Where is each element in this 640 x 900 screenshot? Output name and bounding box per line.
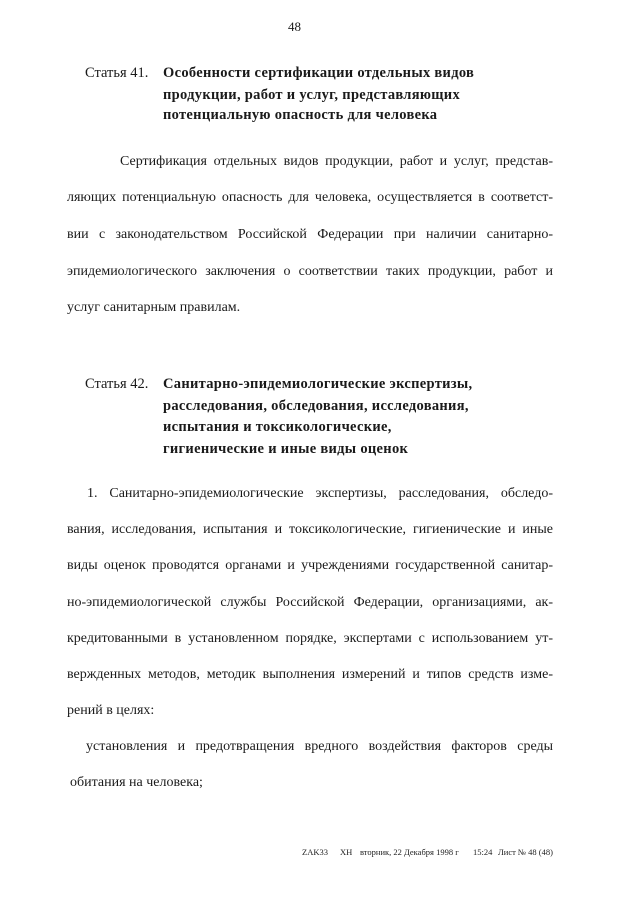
article-42-title-line: Санитарно-эпидемиологические экспертизы, (163, 376, 473, 392)
footer-sheet: Лист № 48 (48) (498, 847, 553, 857)
article-42-label: Статья 42. (85, 376, 149, 392)
article-41-label: Статья 41. (85, 65, 149, 81)
footer-job: ZAK33 (302, 847, 328, 857)
paragraph-line: вии с законодательством Российской Федерации при наличии санитарно- (67, 227, 553, 242)
paragraph-line: вания, исследования, испытания и токсикологические, гигиенические и иные (67, 522, 553, 537)
paragraph-line: рений в целях: (67, 703, 155, 718)
article-41-title-line: Особенности сертификации отдельных видов (163, 65, 475, 81)
list-item-line: обитания на человека; (70, 775, 203, 790)
article-41-title-line: продукции, работ и услуг, представляющих (163, 87, 461, 103)
article-42-title-line: гигиенические и иные виды оценок (163, 441, 409, 457)
paragraph-line: ляющих потенциальную опасность для человека, осуществляется в соответст- (67, 190, 553, 205)
article-42-title-line: расследования, обследования, исследования, (163, 398, 469, 414)
page-number: 48 (288, 19, 301, 34)
footer-time: 15:24 (473, 847, 493, 857)
paragraph-line: эпидемиологического заключения о соответствии таких продукции, работ и (67, 264, 553, 279)
paragraph-line: но-эпидемиологической службы Российской Федерации, организациями, ак- (67, 595, 553, 610)
paragraph-line: кредитованными в установленном порядке, экспертами с использованием ут- (67, 631, 553, 646)
list-item-line: установления и предотвращения вредного воздействия факторов среды (86, 739, 553, 754)
paragraph-line: услуг санитарным правилам. (67, 300, 241, 315)
footer-code: XH (340, 847, 353, 857)
paragraph-line: 1. Санитарно-эпидемиологические экспертизы, расследования, обследо- (87, 486, 553, 501)
paragraph-line: виды оценок проводятся органами и учреждениями государственной санитар- (67, 558, 553, 573)
article-41-title-line: потенциальную опасность для человека (163, 107, 438, 123)
paragraph-line: вержденных методов, методик выполнения измерений и типов средств изме- (67, 667, 553, 682)
article-42-title-line: испытания и токсикологические, (163, 419, 392, 435)
paragraph-line: Сертификация отдельных видов продукции, работ и услуг, представ- (120, 154, 553, 169)
footer-date: вторник, 22 Декабря 1998 г (360, 847, 459, 857)
